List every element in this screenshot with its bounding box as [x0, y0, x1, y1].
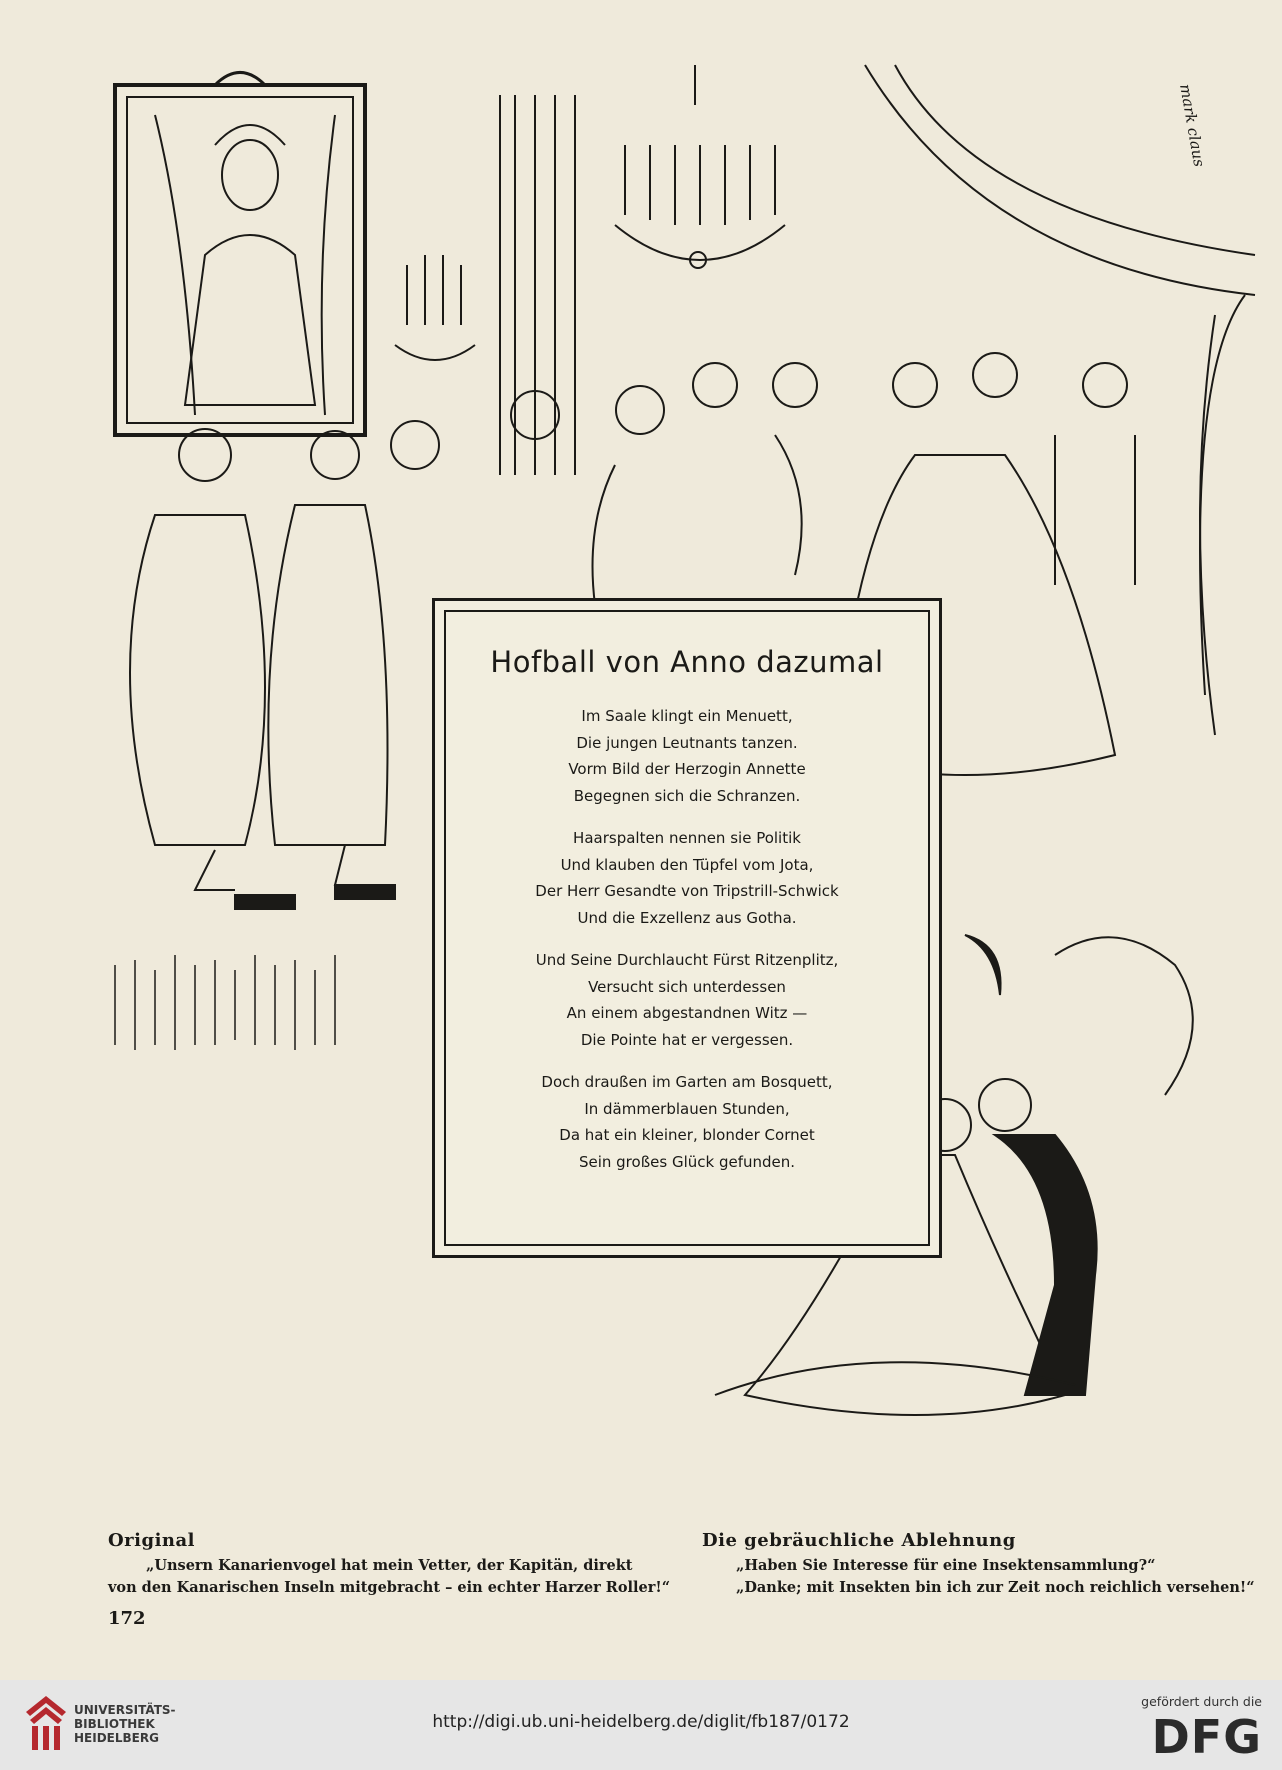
anecdote-ablehnung: [702, 1530, 1262, 1599]
anecdote-title: Original: [108, 1530, 196, 1551]
stanza-2: [435, 825, 939, 931]
page-number: 172: [108, 1608, 146, 1629]
library-name-line: BIBLIOTHEK: [74, 1717, 155, 1731]
anecdote-text: „Haben Sie Interesse für eine Insektensammlung?“: [736, 1557, 1156, 1574]
anecdote-text: „Danke; mit Insekten bin ich zur Zeit noch reichlich versehen!“: [736, 1579, 1255, 1596]
floor-lines: [115, 955, 335, 1050]
dfg-logo[interactable]: DFG: [1151, 1710, 1262, 1764]
verse-line: Versucht sich unterdessen: [588, 977, 786, 996]
verse-line: Doch draußen im Garten am Bosquett,: [541, 1073, 833, 1091]
poem-title: Hofball von Anno dazumal: [490, 645, 884, 679]
poem-body: [435, 703, 939, 1191]
verse-line: Und klauben den Tüpfel vom Jota,: [560, 855, 814, 874]
library-name-line: HEIDELBERG: [74, 1731, 159, 1745]
library-name-line: UNIVERSITÄTS-: [74, 1703, 176, 1717]
stanza-4: [435, 1069, 939, 1175]
verse-line: Und Seine Durchlaucht Fürst Ritzenplitz,: [535, 951, 839, 969]
anecdote-title: Die gebräuchliche Ablehnung: [702, 1530, 1016, 1551]
verse-line: An einem abgestandnen Witz —: [566, 1004, 808, 1022]
anecdote-text: „Unsern Kanarienvogel hat mein Vetter, der Kapitän, direkt: [146, 1557, 633, 1574]
stanza-1: [435, 703, 939, 809]
verse-line: Die Pointe hat er vergessen.: [580, 1030, 794, 1049]
verse-line: Und die Exzellenz aus Gotha.: [577, 908, 797, 927]
poem-frame: [432, 598, 942, 1258]
verse-line: In dämmerblauen Stunden,: [584, 1099, 790, 1118]
digitization-bar: [0, 1680, 1282, 1770]
anecdote-original: [108, 1530, 678, 1599]
permalink-url[interactable]: http://digi.ub.uni-heidelberg.de/diglit/fb187/0172: [432, 1712, 850, 1732]
anecdote-text: von den Kanarischen Inseln mitgebracht – ein echter Harzer Roller!“: [108, 1579, 671, 1596]
verse-line: Vorm Bild der Herzogin Annette: [568, 760, 806, 778]
verse-line: Die jungen Leutnants tanzen.: [576, 733, 798, 752]
verse-line: Sein großes Glück gefunden.: [578, 1152, 796, 1171]
portrait-frame: [115, 73, 365, 436]
artist-signature: mark claus: [1176, 82, 1209, 169]
verse-line: Da hat ein kleiner, blonder Cornet: [559, 1126, 815, 1144]
verse-line: Begegnen sich die Schranzen.: [573, 786, 801, 805]
verse-line: Haarspalten nennen sie Politik: [573, 829, 801, 847]
candelabra-left: [395, 255, 475, 360]
verse-line: Im Saale klingt ein Menuett,: [581, 707, 793, 725]
chandelier: [615, 65, 785, 268]
stanza-3: [435, 947, 939, 1053]
sponsor-label: gefördert durch die: [1141, 1694, 1262, 1709]
verse-line: Der Herr Gesandte von Tripstrill-Schwick: [535, 882, 839, 900]
